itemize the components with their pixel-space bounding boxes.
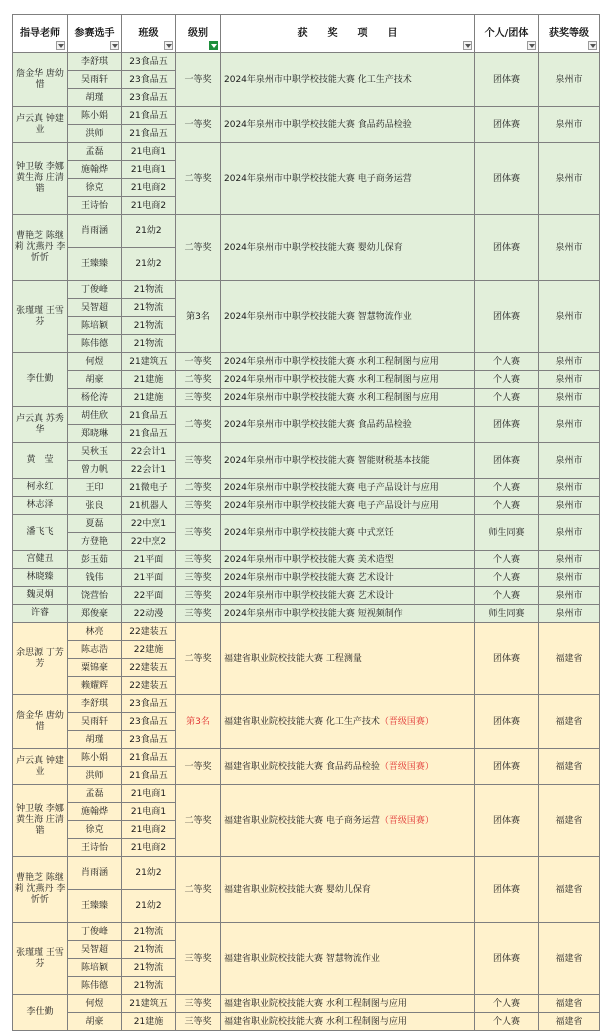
- cell-student[interactable]: 陈志浩: [68, 641, 122, 659]
- cell-student[interactable]: 王臻臻: [68, 890, 122, 923]
- project-name: 2024年泉州市中职学校技能大赛 美术造型: [224, 554, 394, 565]
- cell-student[interactable]: 陈伟德: [68, 335, 122, 353]
- cell-level[interactable]: 泉州市: [539, 281, 600, 353]
- cell-student[interactable]: 丁俊峰: [68, 923, 122, 941]
- table-row[interactable]: [13, 497, 600, 515]
- project-name: 2024年泉州市中职学校技能大赛 智能财税基本技能: [224, 455, 430, 466]
- cell-student[interactable]: 杨伦涛: [68, 389, 122, 407]
- cell-teacher[interactable]: 宫健丑: [13, 551, 68, 569]
- cell-class[interactable]: 21食品五: [122, 407, 176, 425]
- cell-student[interactable]: 洪师: [68, 767, 122, 785]
- cell-mode[interactable]: 个人赛: [475, 353, 539, 371]
- cell-class[interactable]: 23食品五: [122, 89, 176, 107]
- cell-class[interactable]: 21电商1: [122, 803, 176, 821]
- cell-student[interactable]: 陈小娟: [68, 749, 122, 767]
- col-header-student-label: 参赛选手: [74, 27, 115, 39]
- cell-class[interactable]: 21电商2: [122, 197, 176, 215]
- cell-student[interactable]: 吴雨轩: [68, 713, 122, 731]
- cell-award[interactable]: 二等奖: [176, 371, 221, 389]
- cell-student[interactable]: 孟磊: [68, 143, 122, 161]
- cell-class[interactable]: 22建施: [122, 641, 176, 659]
- cell-class[interactable]: 21物流: [122, 923, 176, 941]
- table-row[interactable]: [13, 623, 600, 641]
- cell-award[interactable]: 三等奖: [176, 605, 221, 623]
- cell-mode[interactable]: 个人赛: [475, 995, 539, 1013]
- cell-student[interactable]: 郑俊豪: [68, 605, 122, 623]
- cell-class[interactable]: 21幼2: [122, 248, 176, 281]
- cell-teacher[interactable]: 詹金华 唐幼惜: [13, 695, 68, 749]
- table-row[interactable]: [13, 995, 600, 1013]
- cell-teacher[interactable]: 李仕勤: [13, 353, 68, 407]
- cell-level[interactable]: 福建省: [539, 995, 600, 1013]
- cell-class[interactable]: 21食品五: [122, 125, 176, 143]
- cell-student[interactable]: 施翰烨: [68, 161, 122, 179]
- cell-level[interactable]: 泉州市: [539, 215, 600, 281]
- cell-teacher[interactable]: 卢云真 钟建业: [13, 107, 68, 143]
- cell-mode[interactable]: 团体赛: [475, 143, 539, 215]
- cell-mode[interactable]: 团体赛: [475, 443, 539, 479]
- project-note: （晋级国赛）: [379, 761, 434, 772]
- cell-class[interactable]: 21电商1: [122, 143, 176, 161]
- cell-project[interactable]: [221, 995, 475, 1013]
- project-name: 2024年泉州市中职学校技能大赛 短视频制作: [224, 608, 403, 619]
- cell-level[interactable]: 泉州市: [539, 551, 600, 569]
- cell-project[interactable]: [221, 605, 475, 623]
- cell-level[interactable]: 泉州市: [539, 569, 600, 587]
- cell-student[interactable]: 陈培颖: [68, 959, 122, 977]
- cell-teacher[interactable]: 林晓臻: [13, 569, 68, 587]
- cell-class[interactable]: 21食品五: [122, 767, 176, 785]
- cell-mode[interactable]: 团体赛: [475, 623, 539, 695]
- project-name: 福建省职业院校技能大赛 工程测量: [224, 653, 362, 664]
- cell-level[interactable]: 泉州市: [539, 515, 600, 551]
- project-name: 2024年泉州市中职学校技能大赛 电子产品设计与应用: [224, 482, 439, 493]
- project-name: 福建省职业院校技能大赛 智慧物流作业: [224, 953, 380, 964]
- project-name: 2024年泉州市中职学校技能大赛 智慧物流作业: [224, 311, 412, 322]
- table-row[interactable]: [13, 695, 600, 713]
- cell-award[interactable]: 二等奖: [176, 479, 221, 497]
- cell-mode[interactable]: 师生同赛: [475, 605, 539, 623]
- cell-award[interactable]: 二等奖: [176, 407, 221, 443]
- cell-student[interactable]: 吴智超: [68, 299, 122, 317]
- cell-teacher[interactable]: 黄 莹: [13, 443, 68, 479]
- cell-teacher[interactable]: 钟卫敏 李娜 黄生海 庄清锴: [13, 143, 68, 215]
- col-header-mode-label: 个人/团体: [484, 27, 529, 39]
- col-header-teacher: [13, 15, 68, 53]
- table-row[interactable]: [13, 281, 600, 299]
- cell-project[interactable]: [221, 923, 475, 995]
- cell-student[interactable]: 曾力帆: [68, 461, 122, 479]
- cell-teacher[interactable]: 潘飞飞: [13, 515, 68, 551]
- cell-student[interactable]: 孟磊: [68, 785, 122, 803]
- project-name: 2024年泉州市中职学校技能大赛 水利工程制图与应用: [224, 392, 439, 403]
- cell-level[interactable]: 福建省: [539, 749, 600, 785]
- cell-award[interactable]: 三等奖: [176, 551, 221, 569]
- col-header-project-label: 获 奖 项 目: [297, 27, 398, 39]
- cell-award[interactable]: 三等奖: [176, 569, 221, 587]
- cell-award[interactable]: 二等奖: [176, 857, 221, 923]
- project-name: 福建省职业院校技能大赛 婴幼儿保育: [224, 884, 371, 895]
- cell-project[interactable]: [221, 407, 475, 443]
- cell-level[interactable]: 泉州市: [539, 389, 600, 407]
- cell-student[interactable]: 徐克: [68, 179, 122, 197]
- cell-level[interactable]: 福建省: [539, 695, 600, 749]
- cell-level[interactable]: 福建省: [539, 785, 600, 857]
- table-row[interactable]: [13, 407, 600, 425]
- cell-teacher[interactable]: 余思源 丁芳芳: [13, 623, 68, 695]
- cell-mode[interactable]: 团体赛: [475, 215, 539, 281]
- cell-student[interactable]: 胡豪: [68, 371, 122, 389]
- cell-student[interactable]: 何煜: [68, 995, 122, 1013]
- cell-project[interactable]: [221, 281, 475, 353]
- cell-student[interactable]: 张良: [68, 497, 122, 515]
- cell-student[interactable]: 粟锦豪: [68, 659, 122, 677]
- cell-level[interactable]: 福建省: [539, 857, 600, 923]
- cell-student[interactable]: 胡瑾: [68, 731, 122, 749]
- project-name: 2024年泉州市中职学校技能大赛 电子产品设计与应用: [224, 500, 439, 511]
- cell-mode[interactable]: 个人赛: [475, 551, 539, 569]
- cell-teacher[interactable]: 曹艳芝 陈继莉 沈燕丹 李忻忻: [13, 857, 68, 923]
- table-row[interactable]: [13, 923, 600, 941]
- awards-table: [12, 14, 600, 1031]
- table-row[interactable]: [13, 551, 600, 569]
- cell-student[interactable]: 吴雨轩: [68, 71, 122, 89]
- cell-project[interactable]: [221, 143, 475, 215]
- col-header-award: [176, 15, 221, 53]
- project-name: 2024年泉州市中职学校技能大赛 水利工程制图与应用: [224, 356, 439, 367]
- col-header-level-label: 获奖等级: [549, 27, 589, 39]
- cell-student[interactable]: 王诗怡: [68, 197, 122, 215]
- cell-level[interactable]: 泉州市: [539, 443, 600, 479]
- cell-teacher[interactable]: 许睿: [13, 605, 68, 623]
- cell-student[interactable]: 王印: [68, 479, 122, 497]
- table-row[interactable]: [13, 215, 600, 248]
- cell-project[interactable]: [221, 569, 475, 587]
- filter-dropdown-icon[interactable]: [463, 41, 472, 50]
- cell-class[interactable]: 21物流: [122, 335, 176, 353]
- project-name: 2024年泉州市中职学校技能大赛 食品药品检验: [224, 119, 412, 130]
- cell-project[interactable]: [221, 353, 475, 371]
- cell-class[interactable]: 21幼2: [122, 215, 176, 248]
- cell-mode[interactable]: 个人赛: [475, 371, 539, 389]
- cell-teacher[interactable]: 钟卫敏 李娜 黄生海 庄清锴: [13, 785, 68, 857]
- cell-mode[interactable]: 个人赛: [475, 1013, 539, 1031]
- project-name: 2024年泉州市中职学校技能大赛 婴幼儿保育: [224, 242, 403, 253]
- cell-award[interactable]: 一等奖: [176, 749, 221, 785]
- cell-mode[interactable]: 个人赛: [475, 497, 539, 515]
- cell-level[interactable]: 福建省: [539, 923, 600, 995]
- cell-class[interactable]: 22建装五: [122, 659, 176, 677]
- cell-class[interactable]: 21电商2: [122, 839, 176, 857]
- cell-award[interactable]: 三等奖: [176, 1013, 221, 1031]
- cell-class[interactable]: 21物流: [122, 281, 176, 299]
- cell-project[interactable]: [221, 515, 475, 551]
- cell-project[interactable]: [221, 479, 475, 497]
- cell-student[interactable]: 吴秋玉: [68, 443, 122, 461]
- cell-student[interactable]: 钱伟: [68, 569, 122, 587]
- cell-class[interactable]: 21电商2: [122, 179, 176, 197]
- cell-teacher[interactable]: 张瑾瑾 王雪芬: [13, 281, 68, 353]
- col-header-award-label: 级别: [188, 27, 208, 39]
- cell-mode[interactable]: 团体赛: [475, 407, 539, 443]
- filter-active-icon[interactable]: [209, 41, 218, 50]
- filter-dropdown-icon[interactable]: [527, 41, 536, 50]
- cell-project[interactable]: [221, 389, 475, 407]
- table-row[interactable]: [13, 371, 600, 389]
- cell-teacher[interactable]: 詹金华 唐幼惜: [13, 53, 68, 107]
- project-name: 2024年泉州市中职学校技能大赛 电子商务运营: [224, 173, 412, 184]
- project-name: 福建省职业院校技能大赛 食品药品检验: [224, 761, 380, 772]
- cell-class[interactable]: 21平面: [122, 569, 176, 587]
- cell-teacher[interactable]: 卢云真 钟建业: [13, 749, 68, 785]
- cell-award[interactable]: 第3名: [176, 695, 221, 749]
- table-row[interactable]: [13, 479, 600, 497]
- cell-teacher[interactable]: 李仕勤: [13, 995, 68, 1031]
- project-name: 福建省职业院校技能大赛 电子商务运营: [224, 815, 380, 826]
- cell-project[interactable]: [221, 623, 475, 695]
- cell-class[interactable]: 21幼2: [122, 857, 176, 890]
- cell-student[interactable]: 胡瑾: [68, 89, 122, 107]
- cell-student[interactable]: 肖雨涵: [68, 215, 122, 248]
- cell-student[interactable]: 何煜: [68, 353, 122, 371]
- cell-award[interactable]: 三等奖: [176, 497, 221, 515]
- project-name: 2024年泉州市中职学校技能大赛 食品药品检验: [224, 419, 412, 430]
- cell-project[interactable]: [221, 695, 475, 749]
- cell-student[interactable]: 林亮: [68, 623, 122, 641]
- cell-student[interactable]: 彭玉茹: [68, 551, 122, 569]
- cell-class[interactable]: 22中烹1: [122, 515, 176, 533]
- table-row[interactable]: [13, 605, 600, 623]
- cell-level[interactable]: 泉州市: [539, 353, 600, 371]
- cell-teacher[interactable]: 卢云真 苏秀华: [13, 407, 68, 443]
- cell-class[interactable]: 21物流: [122, 317, 176, 335]
- filter-dropdown-icon[interactable]: [56, 41, 65, 50]
- cell-class[interactable]: 23食品五: [122, 53, 176, 71]
- project-name: 福建省职业院校技能大赛 水利工程制图与应用: [224, 998, 407, 1009]
- project-note: （晋级国赛）: [379, 716, 434, 727]
- cell-class[interactable]: 21电商1: [122, 161, 176, 179]
- cell-student[interactable]: 李舒琪: [68, 695, 122, 713]
- cell-class[interactable]: 21微电子: [122, 479, 176, 497]
- cell-class[interactable]: 22平面: [122, 587, 176, 605]
- cell-class[interactable]: 21建施: [122, 389, 176, 407]
- cell-project[interactable]: [221, 749, 475, 785]
- project-note: （晋级国赛）: [379, 815, 434, 826]
- cell-student[interactable]: 夏磊: [68, 515, 122, 533]
- cell-project[interactable]: [221, 53, 475, 107]
- cell-mode[interactable]: 个人赛: [475, 587, 539, 605]
- cell-mode[interactable]: 团体赛: [475, 53, 539, 107]
- table-row[interactable]: [13, 785, 600, 803]
- cell-student[interactable]: 郑晓琳: [68, 425, 122, 443]
- cell-student[interactable]: 陈小娟: [68, 107, 122, 125]
- cell-mode[interactable]: 团体赛: [475, 749, 539, 785]
- cell-level[interactable]: 泉州市: [539, 605, 600, 623]
- cell-student[interactable]: 徐克: [68, 821, 122, 839]
- table-row[interactable]: [13, 143, 600, 161]
- cell-mode[interactable]: 团体赛: [475, 281, 539, 353]
- cell-student[interactable]: 李舒琪: [68, 53, 122, 71]
- table-row[interactable]: [13, 749, 600, 767]
- cell-class[interactable]: 21食品五: [122, 425, 176, 443]
- project-name: 福建省职业院校技能大赛 水利工程制图与应用: [224, 1016, 407, 1027]
- cell-award[interactable]: 一等奖: [176, 53, 221, 107]
- table-row[interactable]: [13, 569, 600, 587]
- table-row[interactable]: [13, 53, 600, 71]
- col-header-mode: [475, 15, 539, 53]
- col-header-student: [68, 15, 122, 53]
- cell-mode[interactable]: 团体赛: [475, 923, 539, 995]
- cell-class[interactable]: 22动漫: [122, 605, 176, 623]
- cell-class[interactable]: 21建施: [122, 371, 176, 389]
- table-row[interactable]: [13, 353, 600, 371]
- project-name: 福建省职业院校技能大赛 化工生产技术: [224, 716, 380, 727]
- cell-teacher[interactable]: 曹艳芝 陈继莉 沈燕丹 李忻忻: [13, 215, 68, 281]
- cell-student[interactable]: 洪师: [68, 125, 122, 143]
- cell-award[interactable]: 一等奖: [176, 107, 221, 143]
- cell-student[interactable]: 陈伟德: [68, 977, 122, 995]
- cell-class[interactable]: 21建筑五: [122, 353, 176, 371]
- cell-mode[interactable]: 团体赛: [475, 695, 539, 749]
- cell-award[interactable]: 二等奖: [176, 143, 221, 215]
- cell-class[interactable]: 22中烹2: [122, 533, 176, 551]
- cell-class[interactable]: 21平面: [122, 551, 176, 569]
- cell-class[interactable]: 21物流: [122, 299, 176, 317]
- cell-project[interactable]: [221, 857, 475, 923]
- project-name: 2024年泉州市中职学校技能大赛 中式烹饪: [224, 527, 394, 538]
- cell-level[interactable]: 泉州市: [539, 479, 600, 497]
- cell-level[interactable]: 泉州市: [539, 143, 600, 215]
- cell-award[interactable]: 二等奖: [176, 785, 221, 857]
- cell-project[interactable]: [221, 215, 475, 281]
- cell-class[interactable]: 21机器人: [122, 497, 176, 515]
- cell-mode[interactable]: 团体赛: [475, 857, 539, 923]
- cell-teacher[interactable]: 魏灵炯: [13, 587, 68, 605]
- cell-award[interactable]: 三等奖: [176, 515, 221, 551]
- cell-teacher[interactable]: 张瑾瑾 王雪芬: [13, 923, 68, 995]
- col-header-class-label: 班级: [138, 27, 159, 39]
- cell-class[interactable]: 23食品五: [122, 713, 176, 731]
- cell-class[interactable]: 21物流: [122, 941, 176, 959]
- table-row[interactable]: [13, 107, 600, 125]
- cell-class[interactable]: 22建装五: [122, 623, 176, 641]
- cell-class[interactable]: 21建施: [122, 1013, 176, 1031]
- table-row[interactable]: [13, 587, 600, 605]
- filter-dropdown-icon[interactable]: [164, 41, 173, 50]
- cell-award[interactable]: 三等奖: [176, 443, 221, 479]
- cell-student[interactable]: 王诗怡: [68, 839, 122, 857]
- cell-student[interactable]: 胡豪: [68, 1013, 122, 1031]
- cell-level[interactable]: 泉州市: [539, 107, 600, 143]
- cell-class[interactable]: 21食品五: [122, 107, 176, 125]
- cell-level[interactable]: 福建省: [539, 1013, 600, 1031]
- filter-dropdown-icon[interactable]: [588, 41, 597, 50]
- cell-level[interactable]: 福建省: [539, 623, 600, 695]
- project-name: 2024年泉州市中职学校技能大赛 化工生产技术: [224, 74, 412, 85]
- cell-class[interactable]: 21食品五: [122, 749, 176, 767]
- cell-student[interactable]: 赖耀辉: [68, 677, 122, 695]
- cell-award[interactable]: 三等奖: [176, 923, 221, 995]
- cell-teacher[interactable]: 柯永红: [13, 479, 68, 497]
- cell-project[interactable]: [221, 443, 475, 479]
- cell-level[interactable]: 泉州市: [539, 53, 600, 107]
- cell-class[interactable]: 21建筑五: [122, 995, 176, 1013]
- cell-student[interactable]: 丁俊峰: [68, 281, 122, 299]
- cell-project[interactable]: [221, 497, 475, 515]
- cell-mode[interactable]: 个人赛: [475, 479, 539, 497]
- cell-project[interactable]: [221, 107, 475, 143]
- table-row[interactable]: [13, 389, 600, 407]
- cell-mode[interactable]: 团体赛: [475, 785, 539, 857]
- cell-student[interactable]: 方登艳: [68, 533, 122, 551]
- col-header-project: [221, 15, 475, 53]
- cell-student[interactable]: 施翰烨: [68, 803, 122, 821]
- cell-student[interactable]: 胡佳欣: [68, 407, 122, 425]
- table-row[interactable]: [13, 857, 600, 890]
- table-row[interactable]: [13, 443, 600, 461]
- col-header-level: [539, 15, 600, 53]
- cell-class[interactable]: 23食品五: [122, 731, 176, 749]
- cell-student[interactable]: 饶营怡: [68, 587, 122, 605]
- cell-class[interactable]: 23食品五: [122, 695, 176, 713]
- project-name: 2024年泉州市中职学校技能大赛 艺术设计: [224, 590, 394, 601]
- cell-project[interactable]: [221, 551, 475, 569]
- cell-student[interactable]: 王臻臻: [68, 248, 122, 281]
- cell-class[interactable]: 21电商1: [122, 785, 176, 803]
- project-name: 2024年泉州市中职学校技能大赛 水利工程制图与应用: [224, 374, 439, 385]
- project-name: 2024年泉州市中职学校技能大赛 艺术设计: [224, 572, 394, 583]
- col-header-teacher-label: 指导老师: [20, 27, 60, 39]
- cell-mode[interactable]: 个人赛: [475, 389, 539, 407]
- cell-award[interactable]: 三等奖: [176, 389, 221, 407]
- cell-teacher[interactable]: 林志泽: [13, 497, 68, 515]
- cell-mode[interactable]: 师生同赛: [475, 515, 539, 551]
- cell-project[interactable]: [221, 587, 475, 605]
- cell-award[interactable]: 三等奖: [176, 587, 221, 605]
- cell-award[interactable]: 一等奖: [176, 353, 221, 371]
- cell-class[interactable]: 23食品五: [122, 71, 176, 89]
- cell-class[interactable]: 21物流: [122, 959, 176, 977]
- cell-award[interactable]: 二等奖: [176, 215, 221, 281]
- cell-award[interactable]: 二等奖: [176, 623, 221, 695]
- cell-class[interactable]: 22会计1: [122, 443, 176, 461]
- cell-award[interactable]: 三等奖: [176, 995, 221, 1013]
- cell-level[interactable]: 泉州市: [539, 497, 600, 515]
- cell-student[interactable]: 肖雨涵: [68, 857, 122, 890]
- cell-class[interactable]: 21幼2: [122, 890, 176, 923]
- cell-level[interactable]: 泉州市: [539, 587, 600, 605]
- cell-student[interactable]: 吴智超: [68, 941, 122, 959]
- cell-class[interactable]: 22建装五: [122, 677, 176, 695]
- table-row[interactable]: [13, 515, 600, 533]
- cell-project[interactable]: [221, 785, 475, 857]
- cell-class[interactable]: 21物流: [122, 977, 176, 995]
- cell-mode[interactable]: 团体赛: [475, 107, 539, 143]
- header-row: [13, 15, 600, 53]
- cell-level[interactable]: 泉州市: [539, 407, 600, 443]
- col-header-class: [122, 15, 176, 53]
- cell-project[interactable]: [221, 371, 475, 389]
- filter-dropdown-icon[interactable]: [110, 41, 119, 50]
- cell-class[interactable]: 22会计1: [122, 461, 176, 479]
- cell-mode[interactable]: 个人赛: [475, 569, 539, 587]
- cell-student[interactable]: 陈培颖: [68, 317, 122, 335]
- table-body: [13, 53, 600, 1031]
- cell-level[interactable]: 泉州市: [539, 371, 600, 389]
- cell-class[interactable]: 21电商2: [122, 821, 176, 839]
- cell-award[interactable]: 第3名: [176, 281, 221, 353]
